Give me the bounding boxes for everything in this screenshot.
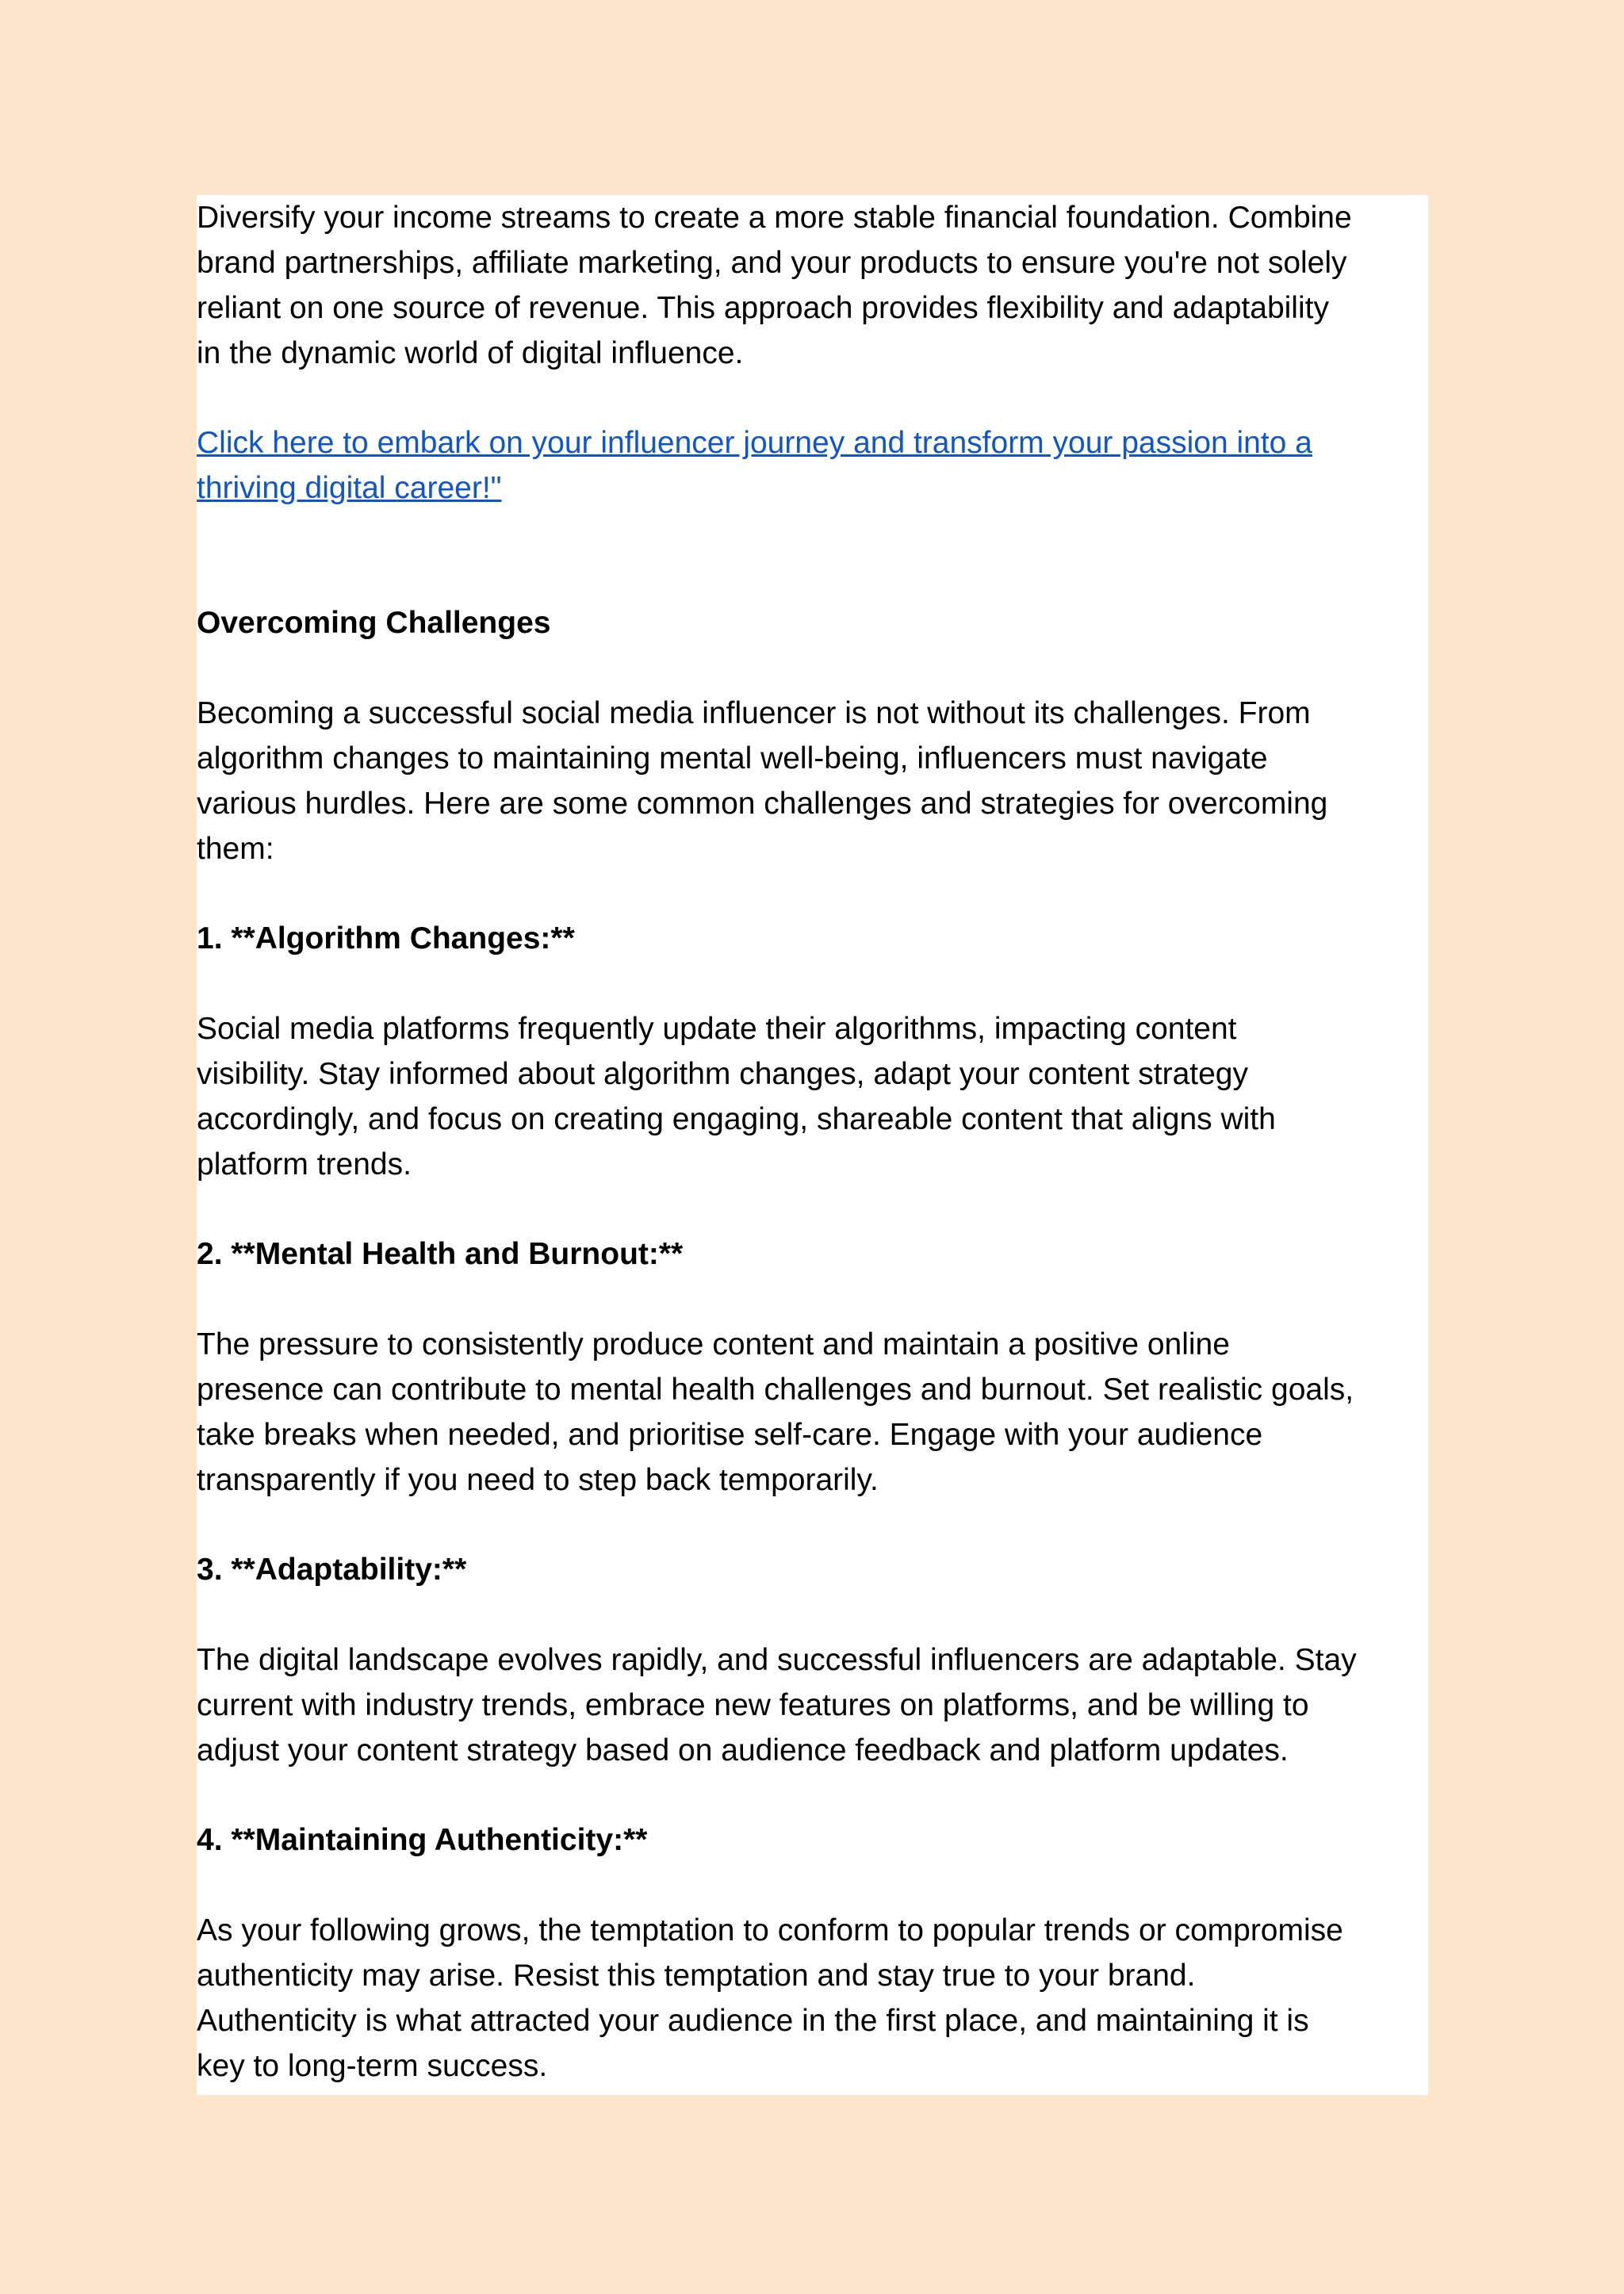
paragraph-line: platform trends. (197, 1147, 412, 1181)
section-title: Overcoming Challenges (197, 606, 551, 640)
paragraph-line: authenticity may arise. Resist this temptation and stay true to your brand. (197, 1959, 1196, 1993)
paragraph-line: Social media platforms frequently update their algorithms, impacting content (197, 1012, 1237, 1046)
paragraph-line: As your following grows, the temptation to conform to popular trends or compromise (197, 1913, 1343, 1947)
paragraph-line: Authenticity is what attracted your audience in the first place, and maintaining it is (197, 2004, 1309, 2038)
challenge-heading: 4. **Maintaining Authenticity:** (197, 1823, 648, 1857)
section-intro-line: Becoming a successful social media influencer is not without its challenges. From (197, 696, 1311, 730)
challenge-heading: 2. **Mental Health and Burnout:** (197, 1237, 684, 1271)
section-intro-paragraph (197, 691, 1327, 871)
cta-link[interactable] (197, 420, 1312, 511)
cta-link-line[interactable]: Click here to embark on your influencer journey and transform your passion into a (197, 426, 1312, 460)
challenge-heading: 1. **Algorithm Changes:** (197, 921, 575, 956)
paragraph-line: key to long-term success. (197, 2049, 548, 2083)
intro-line: Diversify your income streams to create a more stable financial foundation. Combine (197, 201, 1352, 235)
paragraph-line: The digital landscape evolves rapidly, and successful influencers are adaptable. Stay (197, 1643, 1357, 1677)
intro-line: in the dynamic world of digital influence. (197, 336, 744, 370)
challenge-heading: 3. **Adaptability:** (197, 1553, 467, 1587)
intro-line: brand partnerships, affiliate marketing, and your products to ensure you're not solely (197, 246, 1347, 280)
challenge-paragraph (197, 1908, 1343, 2089)
section-intro-line: algorithm changes to maintaining mental well-being, influencers must navigate (197, 741, 1268, 776)
paragraph-line: visibility. Stay informed about algorithm changes, adapt your content strategy (197, 1057, 1248, 1091)
document-body (197, 195, 1428, 2095)
paragraph-line: presence can contribute to mental health challenges and burnout. Set realistic goals, (197, 1373, 1354, 1407)
paragraph-line: take breaks when needed, and prioritise self-care. Engage with your audience (197, 1418, 1263, 1452)
paragraph-line: accordingly, and focus on creating engaging, shareable content that aligns with (197, 1102, 1276, 1136)
section-intro-line: various hurdles. Here are some common challenges and strategies for overcoming (197, 787, 1328, 821)
paragraph-line: The pressure to consistently produce content and maintain a positive online (197, 1327, 1230, 1361)
paragraph-line: adjust your content strategy based on audience feedback and platform updates. (197, 1733, 1289, 1767)
section-intro-line: them: (197, 832, 274, 866)
challenge-paragraph (197, 1637, 1357, 1773)
paragraph-line: current with industry trends, embrace new features on platforms, and be willing to (197, 1688, 1309, 1722)
cta-link-line[interactable]: thriving digital career!" (197, 471, 502, 505)
challenge-paragraph (197, 1006, 1276, 1187)
paragraph-line: transparently if you need to step back temporarily. (197, 1463, 879, 1497)
intro-line: reliant on one source of revenue. This approach provides flexibility and adaptability (197, 291, 1329, 325)
intro-paragraph (197, 195, 1352, 376)
challenge-paragraph (197, 1322, 1354, 1503)
